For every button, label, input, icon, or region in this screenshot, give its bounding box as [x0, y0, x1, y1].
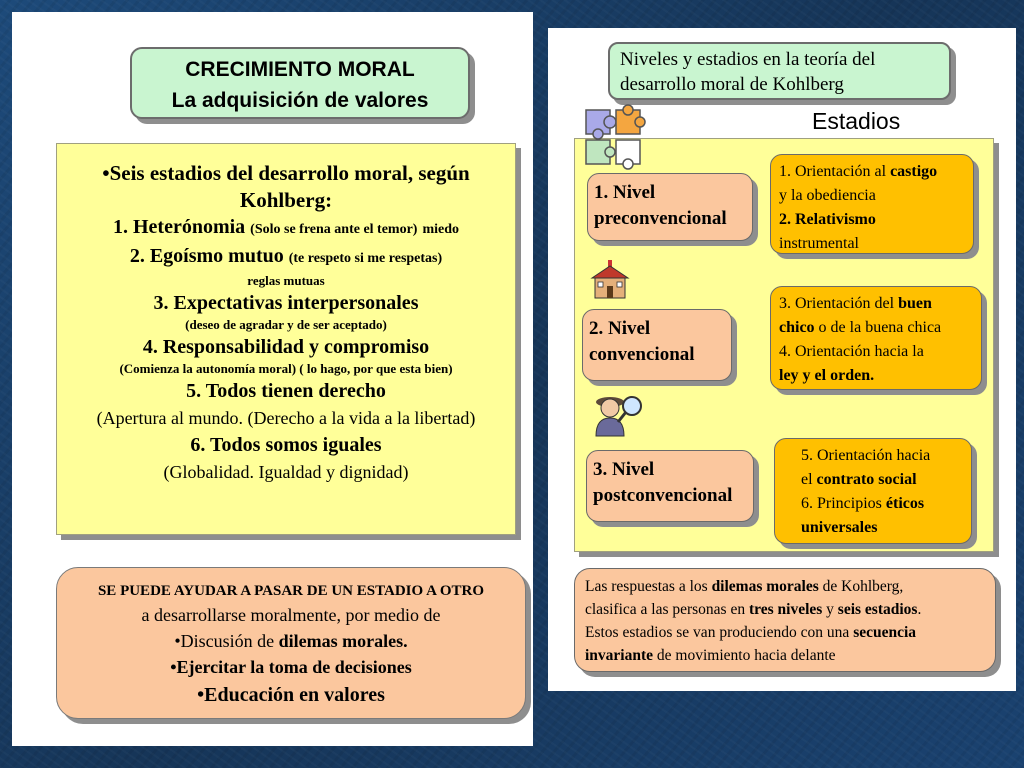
help-item-1-bold: dilemas morales. — [278, 631, 408, 651]
level-2-line2: convencional — [589, 344, 695, 365]
stage-2-note: (te respeto si me respetas) — [288, 251, 443, 266]
level-3-line2: postconvencional — [593, 485, 733, 506]
school-icon — [588, 258, 632, 302]
note-bold-4: secuencia — [853, 624, 917, 641]
note-text-1: Las respuestas a los — [585, 578, 712, 595]
note-line3 — [585, 621, 985, 644]
title-line1: CRECIMIENTO MORAL — [185, 58, 415, 81]
stages-heading-line2: Kohlberg: — [239, 188, 333, 212]
level-1-line2: preconvencional — [594, 208, 727, 229]
help-line: a desarrollarse moralmente, por medio de — [141, 605, 441, 625]
level-1-box — [587, 173, 753, 241]
detective-magnifier-icon — [588, 388, 648, 438]
note-text-4: y — [822, 601, 838, 618]
orientation-1-line2: y la obediencia — [779, 187, 876, 204]
orientation-3-bold: buen — [898, 295, 932, 312]
stage-3-sub: (deseo de agradar y de ser aceptado) — [185, 317, 387, 332]
right-title-box — [608, 42, 951, 100]
stage-2-sub: reglas mutuas — [247, 273, 325, 288]
orientation-6-bold: éticos — [885, 495, 925, 512]
orientation-1-text: 1. Orientación al — [779, 163, 891, 180]
right-title-line1: Niveles y estadios en la teoría del — [620, 49, 876, 70]
right-slide-panel — [548, 28, 1016, 691]
stage-4-sub: (Comienza la autonomía moral) ( lo hago, por que esta bien) — [119, 361, 453, 376]
orientation-5-text: el — [801, 471, 817, 488]
orientation-3-bold2: chico — [779, 319, 815, 336]
kohlberg-note-box — [574, 568, 996, 672]
orientation-5-bold: contrato social — [816, 471, 917, 488]
stages-heading-line1: •Seis estadios del desarrollo moral, según — [102, 161, 470, 185]
stage-5-title: 5. Todos tienen derecho — [186, 380, 386, 402]
orientation-6-text: 6. Principios — [801, 495, 886, 512]
note-text-7: de movimiento hacia delante — [653, 647, 836, 664]
note-bold-1: dilemas morales — [711, 578, 819, 595]
help-item-3: •Educación en valores — [197, 684, 385, 706]
stage-1 — [57, 214, 515, 243]
orientation-6-line1 — [801, 492, 963, 516]
stage-4-title: 4. Responsabilidad y compromiso — [142, 336, 430, 358]
note-bold-2: tres niveles — [748, 601, 823, 618]
level-3-box — [586, 450, 754, 522]
orientation-4-line1: 4. Orientación hacia la — [779, 343, 924, 360]
note-line1 — [585, 575, 985, 598]
note-text-5: . — [917, 601, 922, 618]
note-bold-5: invariante — [585, 647, 654, 664]
level-3-line1: 3. Nivel — [593, 459, 655, 480]
orientation-5-6-box — [774, 438, 972, 544]
stages-box — [56, 143, 516, 535]
level-2-box — [582, 309, 732, 381]
orientation-2-line2: instrumental — [779, 235, 859, 252]
note-line4 — [585, 644, 985, 667]
stage-6-title: 6. Todos somos iguales — [190, 434, 382, 456]
help-heading: SE PUEDE AYUDAR A PASAR DE UN ESTADIO A OTRO — [97, 583, 485, 599]
orientation-4-bold: ley y el orden. — [779, 367, 875, 384]
orientation-4-line2 — [779, 364, 973, 388]
stage-3-title: 3. Expectativas interpersonales — [153, 292, 419, 314]
stage-1-note: (Solo se frena ante el temor) — [250, 222, 418, 237]
help-item-2-bold: •Ejercitar la toma de decisiones — [170, 657, 412, 677]
left-slide-panel — [12, 12, 533, 746]
orientation-5-line2 — [801, 468, 963, 492]
stage-2-title: 2. Egoísmo mutuo — [129, 245, 284, 267]
orientation-6-bold2: universales — [801, 519, 878, 536]
estadios-label: Estadios — [812, 108, 901, 134]
orientation-3-text: 3. Orientación del — [779, 295, 899, 312]
orientation-3-line1 — [779, 292, 973, 316]
note-text-6: Estos estadios se van produciendo con una — [585, 624, 854, 641]
title-box — [130, 47, 470, 119]
orientation-3-4-box — [770, 286, 982, 390]
note-line2 — [585, 598, 985, 621]
right-title-line2: desarrollo moral de Kohlberg — [620, 74, 844, 95]
help-item-1 — [57, 628, 525, 654]
orientation-1-line1 — [779, 160, 965, 184]
help-box — [56, 567, 526, 719]
help-item-2 — [57, 654, 525, 680]
stage-1-extra: miedo — [422, 222, 460, 237]
note-text-2: de Kohlberg, — [818, 578, 904, 595]
orientation-6-line2 — [801, 516, 963, 540]
level-1-line1: 1. Nivel — [594, 182, 656, 203]
note-bold-3: seis estadios — [837, 601, 918, 618]
orientation-3-line2 — [779, 316, 973, 340]
stage-5-sub: (Apertura al mundo. (Derecho a la vida a la libertad) — [96, 408, 476, 428]
note-text-3: clasifica a las personas en — [585, 601, 749, 618]
stage-2 — [57, 243, 515, 272]
orientation-3-text2: o de la buena chica — [814, 319, 942, 336]
orientation-1-2-box — [770, 154, 974, 254]
orientation-1-bold: castigo — [890, 163, 938, 180]
title-line2: La adquisición de valores — [171, 89, 429, 112]
orientation-5-line1: 5. Orientación hacia — [801, 447, 931, 464]
puzzle-icon — [580, 104, 660, 176]
stage-1-title: 1. Heterónomia — [112, 216, 246, 238]
level-2-line1: 2. Nivel — [589, 318, 651, 339]
orientation-2-line1 — [779, 208, 965, 232]
stage-6-sub: (Globalidad. Igualdad y dignidad) — [163, 462, 409, 482]
help-item-1-prefix: •Discusión de — [174, 631, 279, 651]
orientation-2-bold: 2. Relativismo — [779, 211, 876, 228]
